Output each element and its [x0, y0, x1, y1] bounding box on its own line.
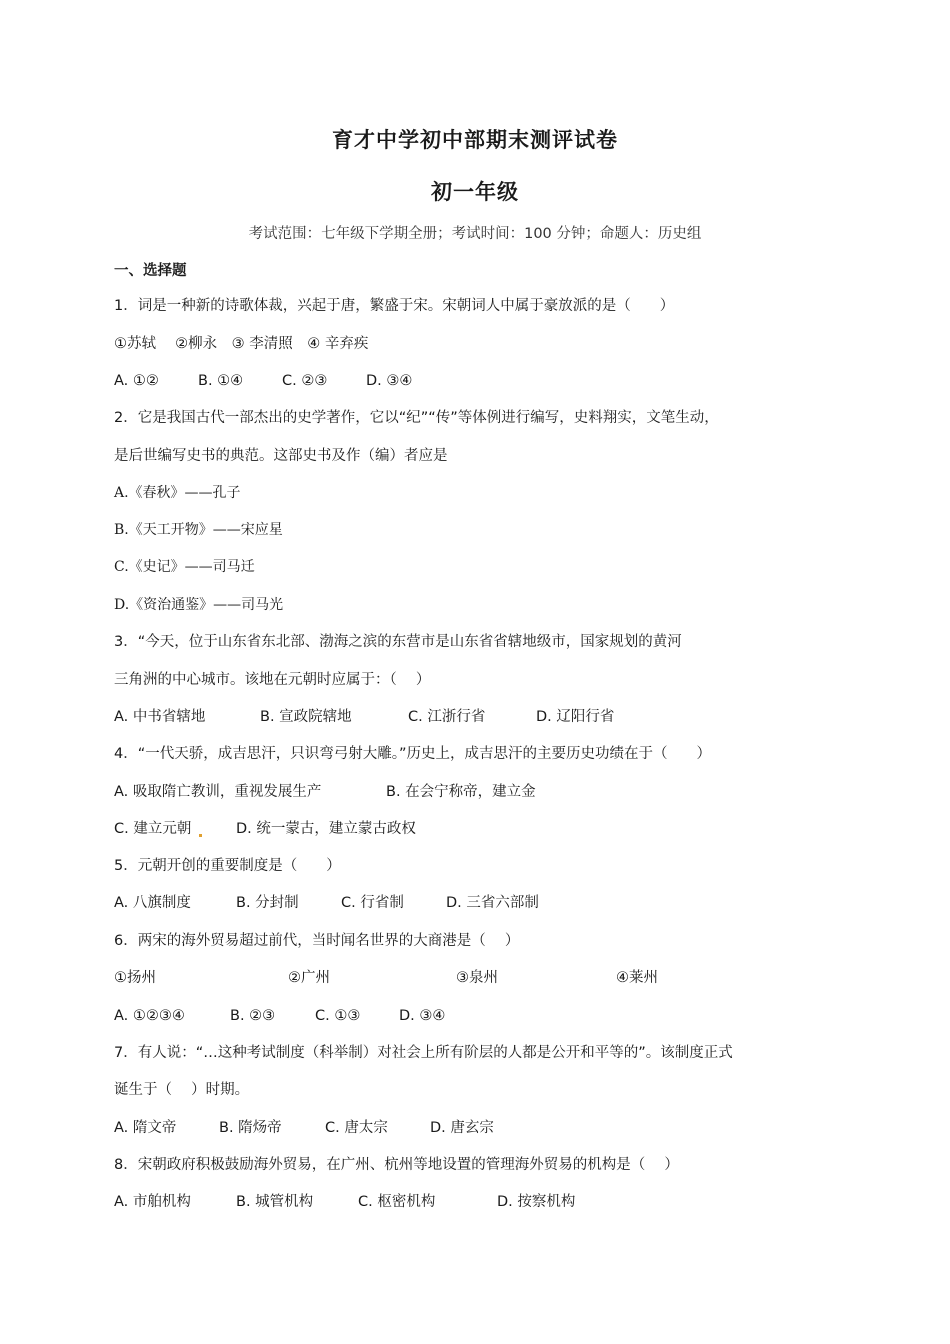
question-7-stem-line-2: 诞生于（ ）时期。 [114, 1082, 250, 1098]
question-1-option-a: A. ①② [114, 373, 159, 389]
question-3-option-c: C. 江浙行省 [408, 709, 486, 725]
question-5-stem: 5．元朝开创的重要制度是（ ） [114, 858, 341, 874]
question-2-stem-line-2: 是后世编写史书的典范。这部史书及作（编）者应是 [114, 448, 448, 464]
question-3-stem-line-1: 3．“今天，位于山东省东北部、渤海之滨的东营市是山东省省辖地级市，国家规划的黄河 [114, 634, 682, 650]
question-3-stem-line-2: 三角洲的中心城市。该地在元朝时应属于：（ ） [114, 672, 431, 688]
question-5-option-d: D. 三省六部制 [446, 895, 539, 911]
question-1-option-b: B. ①④ [198, 373, 244, 389]
question-8-option-a: A. 市舶机构 [114, 1194, 191, 1210]
question-6-option-b: B. ②③ [230, 1008, 276, 1024]
question-1-items: ①苏轼 ②柳永 ③ 李清照 ④ 辛弃疾 [114, 336, 369, 352]
question-1-option-c: C. ②③ [282, 373, 328, 389]
exam-info: 考试范围：七年级下学期全册；考试时间：100 分钟；命题人：历史组 [248, 226, 702, 242]
question-4-option-c-text: C. 建立元朝 [114, 821, 192, 837]
question-8-option-c: C. 枢密机构 [358, 1194, 436, 1210]
question-7-option-b: B. 隋炀帝 [219, 1120, 282, 1136]
question-7-option-a: A. 隋文帝 [114, 1120, 177, 1136]
question-7-option-d: D. 唐玄宗 [430, 1120, 494, 1136]
question-4-option-a: A. 吸取隋亡教训，重视发展生产 [114, 784, 322, 800]
question-2-stem-line-1: 2．它是我国古代一部杰出的史学著作，它以“纪”“传”等体例进行编写，史料翔实，文笔生动， [114, 410, 719, 426]
question-1-option-d: D. ③④ [366, 373, 413, 389]
question-4-option-c [114, 819, 210, 839]
question-6-item-2: ②广州 [288, 970, 330, 986]
question-3-option-a: A. 中书省辖地 [114, 709, 206, 725]
question-4-stem: 4．“一代天骄，成吉思汗，只识弯弓射大雕。”历史上，成吉思汗的主要历史功绩在于（ ） [114, 746, 711, 762]
question-6-item-1: ①扬州 [114, 970, 156, 986]
question-4-option-b: B. 在会宁称帝，建立金 [386, 784, 536, 800]
question-6-item-4: ④莱州 [616, 970, 658, 986]
section-title: 一、选择题 [114, 263, 187, 279]
question-3-option-d: D. 辽阳行省 [536, 709, 615, 725]
question-3-option-b: B. 宣政院辖地 [260, 709, 352, 725]
question-8-option-d: D. 按察机构 [497, 1194, 576, 1210]
stray-mark [199, 834, 202, 837]
question-6-option-a: A. ①②③④ [114, 1008, 185, 1024]
question-2-option-d: D.《资治通鉴》——司马光 [114, 597, 284, 613]
question-7-stem-line-1: 7．有人说：“…这种考试制度（科举制）对社会上所有阶层的人都是公开和平等的”。该制度正式 [114, 1045, 733, 1061]
question-6-item-3: ③泉州 [456, 970, 498, 986]
question-6-stem: 6．两宋的海外贸易超过前代，当时闻名世界的大商港是（ ） [114, 933, 520, 949]
question-1-stem: 1．词是一种新的诗歌体裁，兴起于唐，繁盛于宋。宋朝词人中属于豪放派的是（ ） [114, 298, 675, 314]
question-8-option-b: B. 城管机构 [236, 1194, 314, 1210]
school-title: 育才中学初中部期末测评试卷 [332, 128, 618, 152]
question-2-option-b: B.《天工开物》——宋应星 [114, 522, 283, 538]
question-6-option-d: D. ③④ [399, 1008, 446, 1024]
grade-title: 初一年级 [431, 180, 519, 204]
question-5-option-a: A. 八旗制度 [114, 895, 191, 911]
question-2-option-c: C.《史记》——司马迁 [114, 559, 255, 575]
question-4-option-d: D. 统一蒙古，建立蒙古政权 [236, 821, 416, 837]
question-6-option-c: C. ①③ [315, 1008, 361, 1024]
question-7-option-c: C. 唐太宗 [325, 1120, 388, 1136]
question-2-option-a: A.《春秋》——孔子 [114, 485, 241, 501]
question-8-stem: 8．宋朝政府积极鼓励海外贸易，在广州、杭州等地设置的管理海外贸易的机构是（ ） [114, 1157, 679, 1173]
question-5-option-b: B. 分封制 [236, 895, 299, 911]
question-5-option-c: C. 行省制 [341, 895, 404, 911]
